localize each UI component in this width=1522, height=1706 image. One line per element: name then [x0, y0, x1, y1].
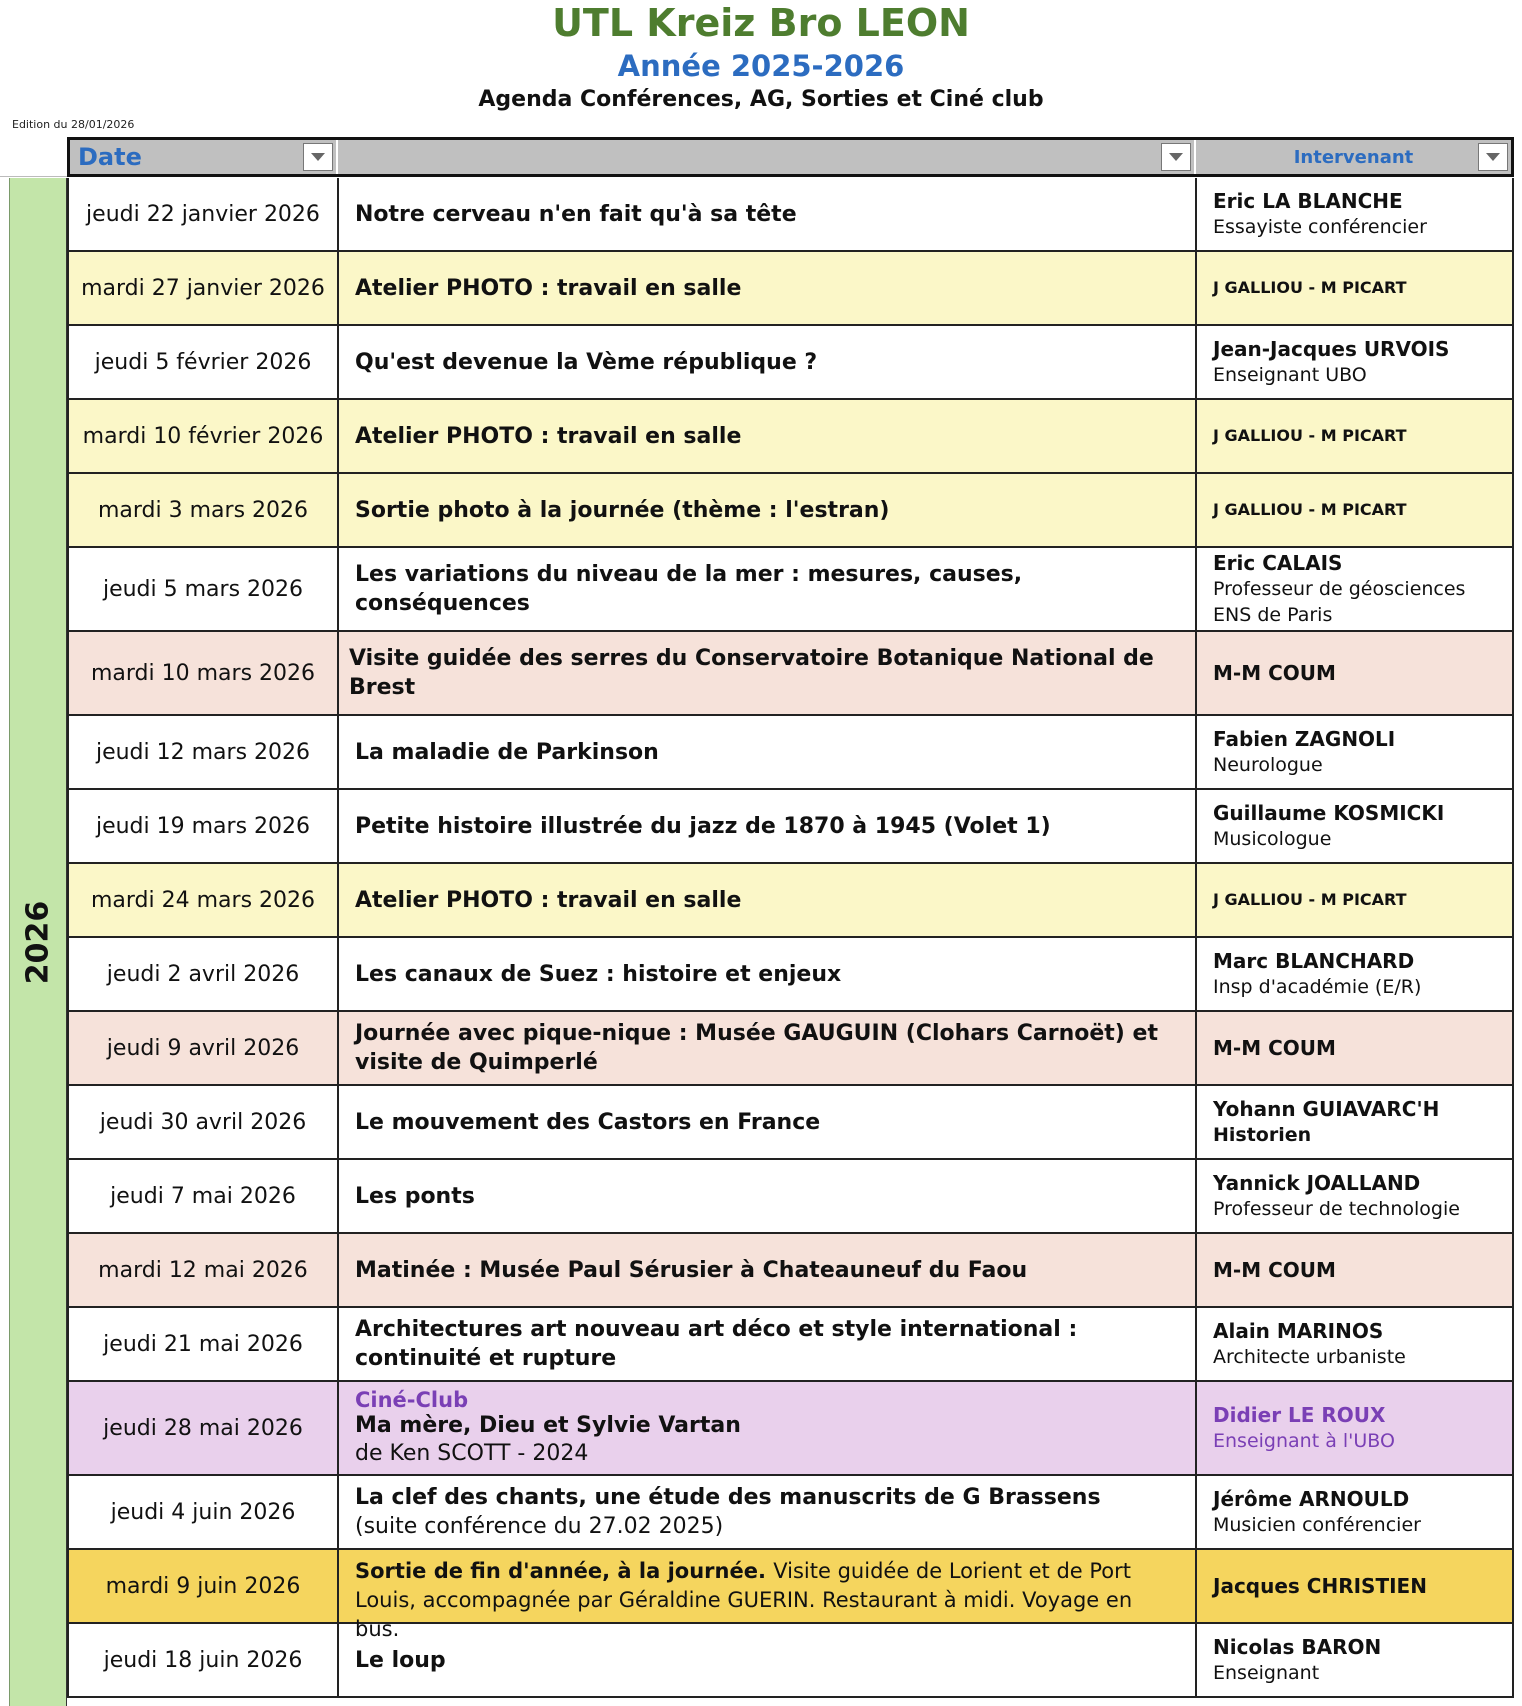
row-speaker [1197, 632, 1512, 714]
chevron-down-icon [310, 152, 326, 162]
row-title-text: Journée avec pique-nique : Musée GAUGUIN (Clohars Carnoët) et visite de Quimperlé [355, 1021, 1158, 1075]
row-speaker [1197, 178, 1512, 250]
table-row [67, 716, 1514, 790]
row-speaker [1197, 1476, 1512, 1548]
speaker-name: Marc BLANCHARD [1213, 949, 1415, 973]
row-title [339, 716, 1197, 788]
speaker-role: Musicien conférencier [1213, 1514, 1421, 1536]
column-header-speaker-label: Intervenant [1293, 146, 1414, 168]
row-date: jeudi 30 avril 2026 [69, 1086, 339, 1158]
table-row [67, 1160, 1514, 1234]
row-title [339, 326, 1197, 398]
table-row [67, 632, 1514, 716]
row-speaker [1197, 252, 1512, 324]
row-title-text: Qu'est devenue la Vème république ? [355, 349, 818, 375]
table-row [67, 178, 1514, 252]
filter-dropdown-speaker[interactable] [1478, 143, 1508, 171]
table-row [67, 790, 1514, 864]
row-date: jeudi 4 juin 2026 [69, 1476, 339, 1548]
row-title [339, 1476, 1197, 1548]
row-date: mardi 12 mai 2026 [69, 1234, 339, 1306]
speaker-name: Yannick JOALLAND [1213, 1171, 1421, 1195]
row-title-text: Les canaux de Suez : histoire et enjeux [355, 961, 842, 987]
speaker-role: Musicologue [1213, 828, 1332, 850]
row-title-text: Atelier PHOTO : travail en salle [355, 423, 742, 449]
speaker-role: Neurologue [1213, 754, 1323, 776]
speaker-role: Essayiste conférencier [1213, 216, 1427, 238]
row-title-text: Les ponts [355, 1183, 475, 1209]
row-date: mardi 10 mars 2026 [69, 632, 339, 714]
row-title [339, 252, 1197, 324]
column-header-title [338, 140, 1196, 174]
table-row [67, 252, 1514, 326]
row-title-extra: de Ken SCOTT - 2024 [355, 1441, 589, 1466]
row-title-text: Atelier PHOTO : travail en salle [355, 887, 742, 913]
table-row [67, 1012, 1514, 1086]
row-date: jeudi 22 janvier 2026 [69, 178, 339, 250]
row-speaker [1197, 716, 1512, 788]
agenda-subtitle: Agenda Conférences, AG, Sorties et Ciné club [478, 87, 1044, 112]
table-row [67, 1234, 1514, 1308]
speaker-role: Professeur de technologie [1213, 1198, 1460, 1220]
row-date: jeudi 5 février 2026 [69, 326, 339, 398]
column-header-date [70, 140, 338, 174]
row-date: jeudi 28 mai 2026 [69, 1382, 339, 1474]
table-row [67, 474, 1514, 548]
row-title-text: Sortie photo à la journée (thème : l'estran) [355, 497, 890, 523]
row-title [339, 1382, 1197, 1474]
row-date: jeudi 9 avril 2026 [69, 1012, 339, 1084]
row-date: jeudi 21 mai 2026 [69, 1308, 339, 1380]
row-title [339, 1012, 1197, 1084]
speaker-name: Yohann GUIAVARC'H [1213, 1097, 1440, 1121]
row-title-extra: Visite guidée de Lorient et de Port Louis, accompagnée par Géraldine GUERIN. Restaurant à midi. Voyage en bus. [355, 1559, 1133, 1641]
table-row [67, 400, 1514, 474]
filter-dropdown-date[interactable] [303, 143, 333, 171]
column-header-date-label: Date [78, 143, 142, 171]
speaker-role: Professeur de géosciences [1213, 578, 1466, 600]
row-date: jeudi 12 mars 2026 [69, 716, 339, 788]
row-title-text: Le loup [355, 1647, 446, 1673]
row-speaker [1197, 548, 1512, 630]
row-title [339, 178, 1197, 250]
row-title-text: Les variations du niveau de la mer : mesures, causes, conséquences [355, 562, 1023, 616]
cine-club-label: Ciné-Club [355, 1388, 469, 1412]
row-title [339, 1550, 1197, 1641]
row-speaker [1197, 400, 1512, 472]
row-title [339, 1086, 1197, 1158]
row-title-extra: (suite conférence du 27.02 2025) [355, 1514, 724, 1539]
speaker-name: J GALLIOU - M PICART [1213, 890, 1407, 909]
row-date: mardi 24 mars 2026 [69, 864, 339, 936]
row-date: jeudi 18 juin 2026 [69, 1624, 339, 1696]
speaker-role: Enseignant UBO [1213, 364, 1367, 386]
row-speaker [1197, 1550, 1512, 1622]
row-date: mardi 27 janvier 2026 [69, 252, 339, 324]
table-row [67, 1086, 1514, 1160]
row-speaker [1197, 1382, 1512, 1474]
speaker-name: J GALLIOU - M PICART [1213, 426, 1407, 445]
row-speaker [1197, 1160, 1512, 1232]
year-label: 2026 [20, 900, 56, 984]
speaker-name: Didier LE ROUX [1213, 1403, 1386, 1427]
speaker-name: Fabien ZAGNOLI [1213, 727, 1396, 751]
speaker-role: Enseignant à l'UBO [1213, 1430, 1395, 1452]
row-title-text: Petite histoire illustrée du jazz de 1870 à 1945 (Volet 1) [355, 813, 1051, 839]
speaker-name: J GALLIOU - M PICART [1213, 278, 1407, 297]
row-title-text: Notre cerveau n'en fait qu'à sa tête [355, 201, 797, 227]
speaker-name: M-M COUM [1213, 661, 1336, 685]
agenda-table [67, 178, 1514, 1698]
table-row [67, 1308, 1514, 1382]
speaker-role: Historien [1213, 1124, 1312, 1146]
row-title [339, 1160, 1197, 1232]
row-speaker [1197, 326, 1512, 398]
row-date: jeudi 2 avril 2026 [69, 938, 339, 1010]
edition-date: Edition du 28/01/2026 [12, 118, 135, 131]
speaker-role: Architecte urbaniste [1213, 1346, 1406, 1368]
table-row [67, 1382, 1514, 1476]
speaker-name: J GALLIOU - M PICART [1213, 500, 1407, 519]
table-row [67, 1550, 1514, 1641]
row-speaker [1197, 1234, 1512, 1306]
row-title [339, 548, 1197, 630]
table-row [67, 326, 1514, 400]
row-speaker [1197, 1086, 1512, 1158]
row-title-text: La clef des chants, une étude des manuscrits de G Brassens [355, 1485, 1101, 1510]
speaker-name: Guillaume KOSMICKI [1213, 801, 1445, 825]
speaker-name: Nicolas BARON [1213, 1635, 1382, 1659]
row-title-text: Architectures art nouveau art déco et style international : continuité et rupture [355, 1317, 1078, 1371]
table-row [67, 938, 1514, 1012]
row-speaker [1197, 1012, 1512, 1084]
speaker-name: Jacques CHRISTIEN [1213, 1574, 1427, 1598]
row-speaker [1197, 864, 1512, 936]
page-title: UTL Kreiz Bro LEON [552, 1, 970, 45]
row-date: mardi 3 mars 2026 [69, 474, 339, 546]
row-date: mardi 10 février 2026 [69, 400, 339, 472]
row-title [339, 1234, 1197, 1306]
row-title [339, 1624, 1197, 1696]
row-speaker [1197, 474, 1512, 546]
row-title-text: Sortie de fin d'année, à la journée. [355, 1559, 766, 1583]
row-speaker [1197, 790, 1512, 862]
speaker-name: Jean-Jacques URVOIS [1213, 337, 1450, 361]
table-row [67, 864, 1514, 938]
table-row [67, 1624, 1514, 1698]
row-title [339, 474, 1197, 546]
year-subtitle: Année 2025-2026 [617, 49, 905, 83]
table-row [67, 548, 1514, 632]
row-title-text: Atelier PHOTO : travail en salle [355, 275, 742, 301]
row-title-text: La maladie de Parkinson [355, 739, 659, 765]
row-date: jeudi 7 mai 2026 [69, 1160, 339, 1232]
row-title-text: Visite guidée des serres du Conservatoire Botanique National de Brest [349, 646, 1154, 700]
row-speaker [1197, 1308, 1512, 1380]
speaker-role: Enseignant [1213, 1662, 1320, 1684]
speaker-role-2: ENS de Paris [1213, 604, 1333, 626]
speaker-name: Jérôme ARNOULD [1213, 1487, 1410, 1511]
row-title [339, 632, 1197, 714]
row-speaker [1197, 1624, 1512, 1696]
row-title [339, 400, 1197, 472]
speaker-name: Eric LA BLANCHE [1213, 189, 1403, 213]
table-header [67, 137, 1514, 177]
row-date: jeudi 19 mars 2026 [69, 790, 339, 862]
divider [0, 176, 67, 177]
row-date: jeudi 5 mars 2026 [69, 548, 339, 630]
row-speaker [1197, 938, 1512, 1010]
speaker-name: M-M COUM [1213, 1036, 1336, 1060]
row-title-text: Ma mère, Dieu et Sylvie Vartan [355, 1413, 741, 1438]
chevron-down-icon [1485, 152, 1501, 162]
row-title [339, 1308, 1197, 1380]
row-date: mardi 9 juin 2026 [69, 1550, 339, 1622]
speaker-name: Alain MARINOS [1213, 1319, 1384, 1343]
row-title [339, 864, 1197, 936]
column-header-speaker [1196, 140, 1511, 174]
speaker-name: M-M COUM [1213, 1258, 1336, 1282]
filter-dropdown-title[interactable] [1161, 143, 1191, 171]
speaker-role: Insp d'académie (E/R) [1213, 976, 1422, 998]
chevron-down-icon [1168, 152, 1184, 162]
speaker-name: Eric CALAIS [1213, 551, 1343, 575]
table-row [67, 1476, 1514, 1550]
row-title-text: Le mouvement des Castors en France [355, 1109, 821, 1135]
row-title [339, 938, 1197, 1010]
year-band [9, 178, 67, 1706]
row-title [339, 790, 1197, 862]
row-title-text: Matinée : Musée Paul Sérusier à Chateauneuf du Faou [355, 1257, 1028, 1283]
